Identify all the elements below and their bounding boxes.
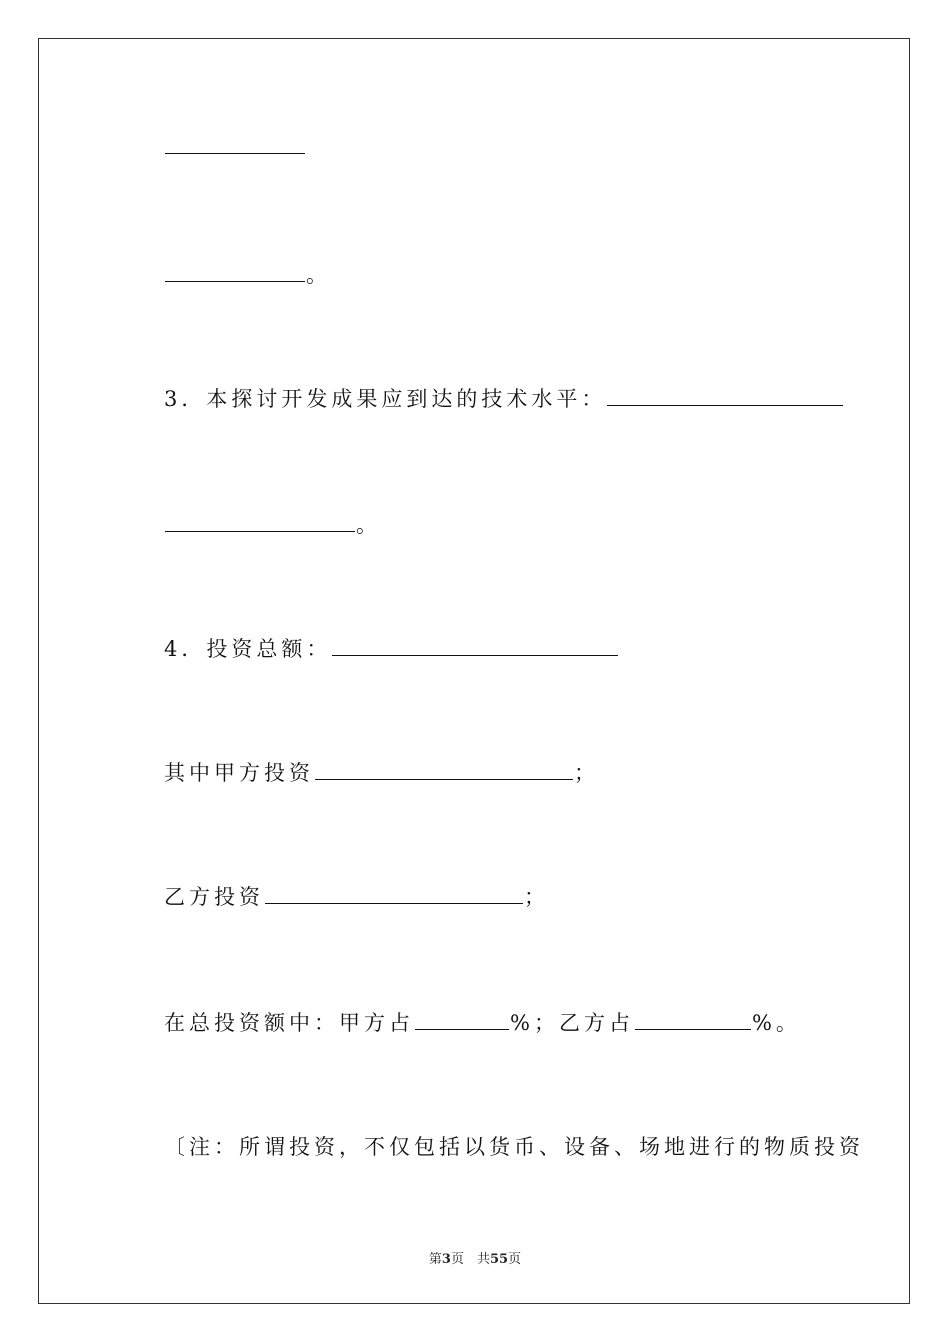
footer-prefix: 第 [428, 1252, 442, 1267]
fill-blank[interactable] [635, 1011, 751, 1030]
fill-blank[interactable] [265, 885, 523, 904]
period: 。 [306, 263, 331, 287]
blank-line-3 [164, 512, 381, 538]
semicolon: ； [574, 761, 599, 785]
fill-blank[interactable] [165, 135, 305, 154]
note-text: 〔注：所谓投资，不仅包括以货币、设备、场地进行的物质投资 [164, 1135, 864, 1159]
footer-suffix: 页 [508, 1252, 522, 1267]
page-number: 3 [441, 1252, 451, 1267]
blank-line-2 [164, 262, 331, 288]
page-border [38, 38, 910, 1304]
fill-blank[interactable] [332, 637, 618, 656]
party-b-label: 乙方投资 [164, 885, 264, 909]
total-pages: 55 [489, 1252, 509, 1267]
page-footer [0, 1248, 950, 1267]
item-4 [164, 636, 619, 662]
fill-blank[interactable] [607, 387, 843, 406]
footer-mid: 页 共 [450, 1252, 490, 1267]
fill-blank[interactable] [165, 513, 355, 532]
semicolon: ； [524, 885, 549, 909]
item-4-label: 4．投资总额： [164, 637, 332, 661]
ratio-end: %。 [751, 1011, 801, 1035]
note [164, 1134, 864, 1160]
fill-blank[interactable] [315, 761, 573, 780]
party-a-investment [164, 760, 599, 786]
fill-blank[interactable] [415, 1011, 509, 1030]
party-a-label: 其中甲方投资 [164, 761, 314, 785]
investment-ratio [164, 1010, 801, 1036]
fill-blank[interactable] [165, 263, 305, 282]
item-3-label: 3．本探讨开发成果应到达的技术水平： [164, 387, 607, 411]
ratio-label: 在总投资额中：甲方占 [164, 1011, 414, 1035]
ratio-mid: %；乙方占 [510, 1011, 634, 1035]
item-3 [164, 386, 844, 412]
period: 。 [356, 513, 381, 537]
party-b-investment [164, 884, 549, 910]
blank-line-1 [164, 134, 306, 160]
